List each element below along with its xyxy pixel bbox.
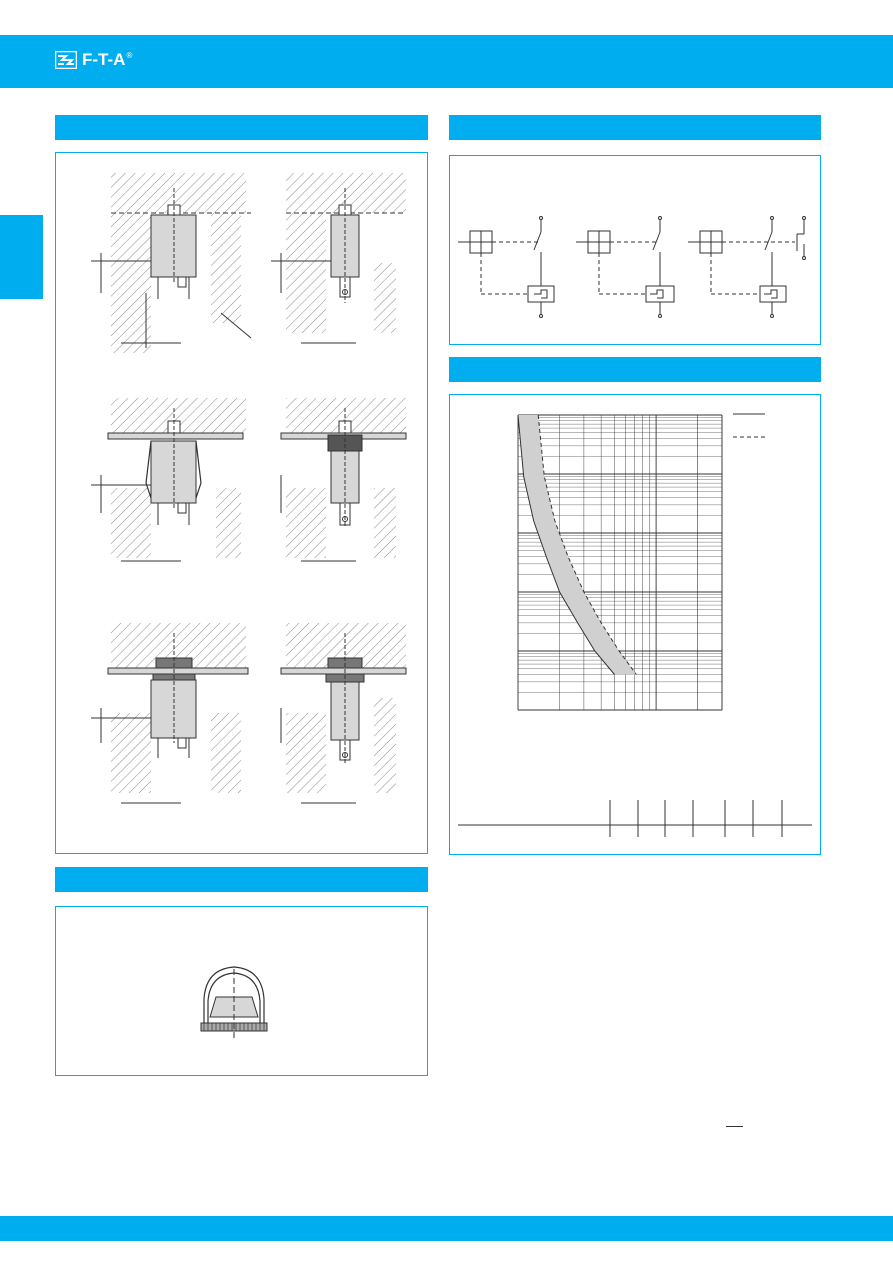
circuit-diagrams	[450, 156, 820, 344]
rating-table	[458, 800, 812, 837]
fta-logo-mark-icon	[55, 51, 77, 69]
trip-curve-panel	[449, 394, 821, 855]
trip-curve-header	[449, 357, 821, 382]
mounting-header	[55, 115, 428, 140]
header-band	[0, 35, 893, 88]
drawing-r2-left	[91, 398, 246, 561]
fta-logo-text: F-T-A	[82, 50, 126, 69]
circuit-3	[688, 217, 806, 318]
mounting-drawings	[56, 153, 427, 853]
accessory-header	[55, 867, 428, 892]
trip-curve-chart	[450, 395, 820, 854]
footer-band	[0, 1216, 893, 1241]
chart-legend	[733, 414, 765, 437]
circuits-header	[449, 115, 821, 140]
mounting-panel	[55, 152, 428, 854]
circuits-panel	[449, 155, 821, 345]
drawing-r3-right	[281, 623, 406, 803]
page-mark	[726, 1126, 743, 1127]
fta-logo	[55, 51, 132, 69]
drawing-r1-left	[91, 173, 251, 353]
side-tab-marker	[0, 215, 43, 299]
trip-band-area	[518, 415, 636, 675]
drawing-r1-right	[271, 173, 406, 343]
accessory-drawing	[56, 907, 427, 1075]
drawing-r2-right	[281, 398, 406, 561]
circuit-1	[458, 217, 554, 318]
registered-mark: ®	[126, 50, 133, 60]
drawing-r3-left	[91, 623, 248, 803]
accessory-panel	[55, 906, 428, 1076]
circuit-2	[576, 217, 674, 318]
